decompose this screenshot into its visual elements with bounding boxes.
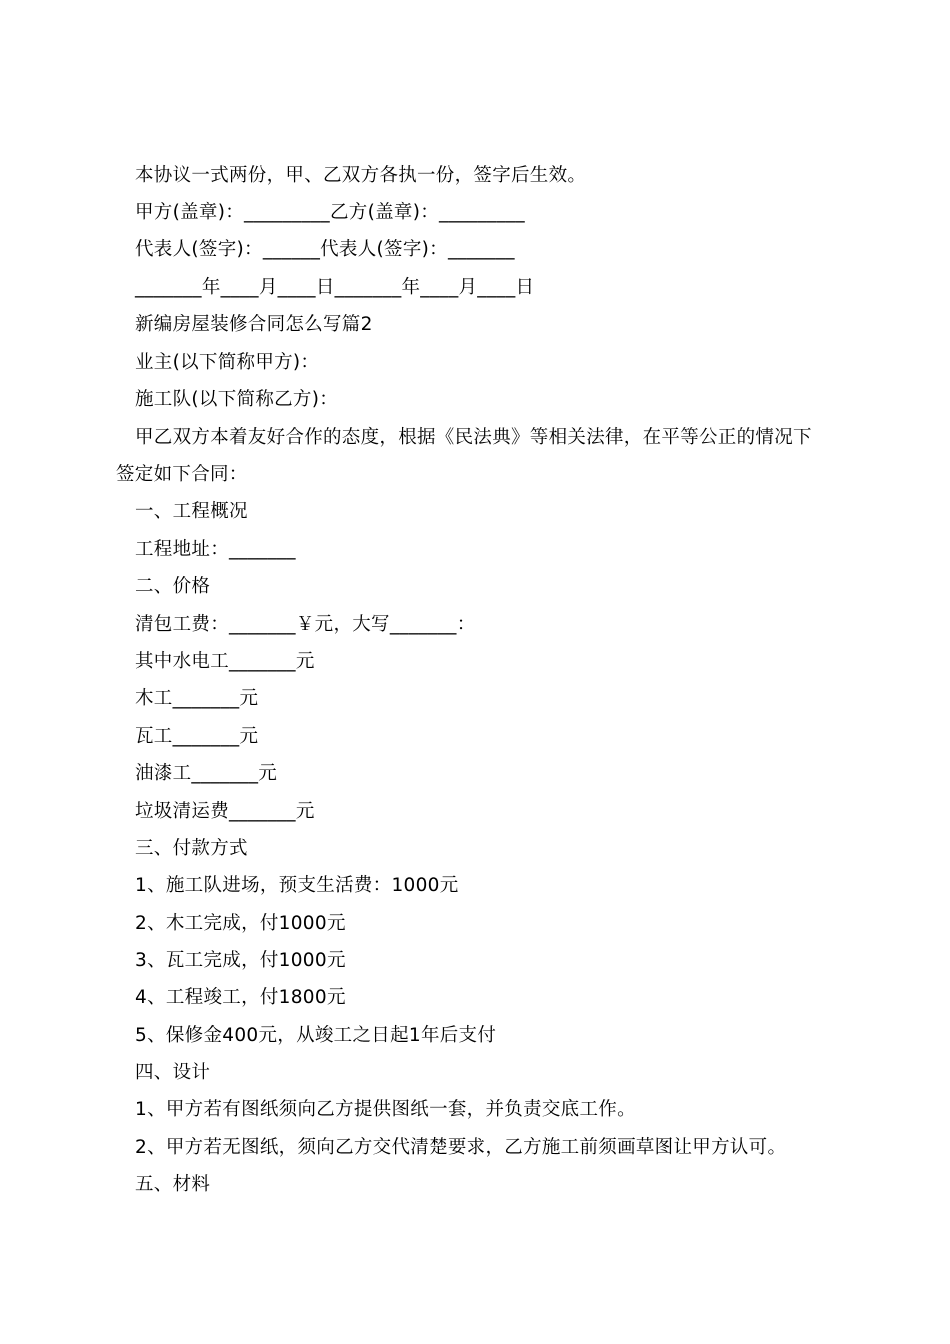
painting-fee-line: 油漆工_______元 — [135, 763, 278, 784]
masonry-fee-line: 瓦工_______元 — [135, 726, 259, 747]
waste-removal-fee-line: 垃圾清运费_______元 — [135, 801, 315, 822]
payment-item: 2、木工完成，付1000元 — [135, 913, 346, 934]
project-address-line: 工程地址：_______ — [135, 539, 296, 560]
party-a-line: 业主(以下简称甲方)： — [135, 352, 320, 373]
heading-payment-method: 三、付款方式 — [135, 838, 248, 859]
labor-fee-line: 清包工费：_______￥元，大写_______： — [135, 614, 476, 635]
section-title: 新编房屋装修合同怎么写篇2 — [135, 314, 373, 335]
payment-item: 5、保修金400元，从竣工之日起1年后支付 — [135, 1025, 497, 1046]
design-item: 2、甲方若无图纸，须向乙方交代清楚要求，乙方施工前须画草图让甲方认可。 — [135, 1137, 787, 1158]
payment-item: 3、瓦工完成，付1000元 — [135, 950, 346, 971]
payment-item: 1、施工队进场，预支生活费：1000元 — [135, 875, 459, 896]
heading-materials: 五、材料 — [135, 1174, 211, 1195]
representative-signature-line: 代表人(签字)：______代表人(签字)：_______ — [135, 239, 515, 260]
party-b-line: 施工队(以下简称乙方)： — [135, 389, 339, 410]
plumbing-electric-fee-line: 其中水电工_______元 — [135, 651, 315, 672]
design-item: 1、甲方若有图纸须向乙方提供图纸一套，并负责交底工作。 — [135, 1099, 636, 1120]
intro-paragraph-continued: 签定如下合同： — [116, 464, 248, 485]
paragraph-agreement-copies: 本协议一式两份，甲、乙双方各执一份，签字后生效。 — [135, 165, 587, 186]
signature-seal-line: 甲方(盖章)：_________乙方(盖章)：_________ — [135, 202, 525, 223]
heading-price: 二、价格 — [135, 576, 211, 597]
intro-paragraph: 甲乙双方本着友好合作的态度，根据《民法典》等相关法律，在平等公正的情况下 — [135, 427, 812, 448]
heading-design: 四、设计 — [135, 1062, 211, 1083]
heading-project-overview: 一、工程概况 — [135, 501, 248, 522]
carpentry-fee-line: 木工_______元 — [135, 688, 259, 709]
date-line: _______年____月____日_______年____月____日 — [135, 277, 535, 298]
payment-item: 4、工程竣工，付1800元 — [135, 987, 346, 1008]
